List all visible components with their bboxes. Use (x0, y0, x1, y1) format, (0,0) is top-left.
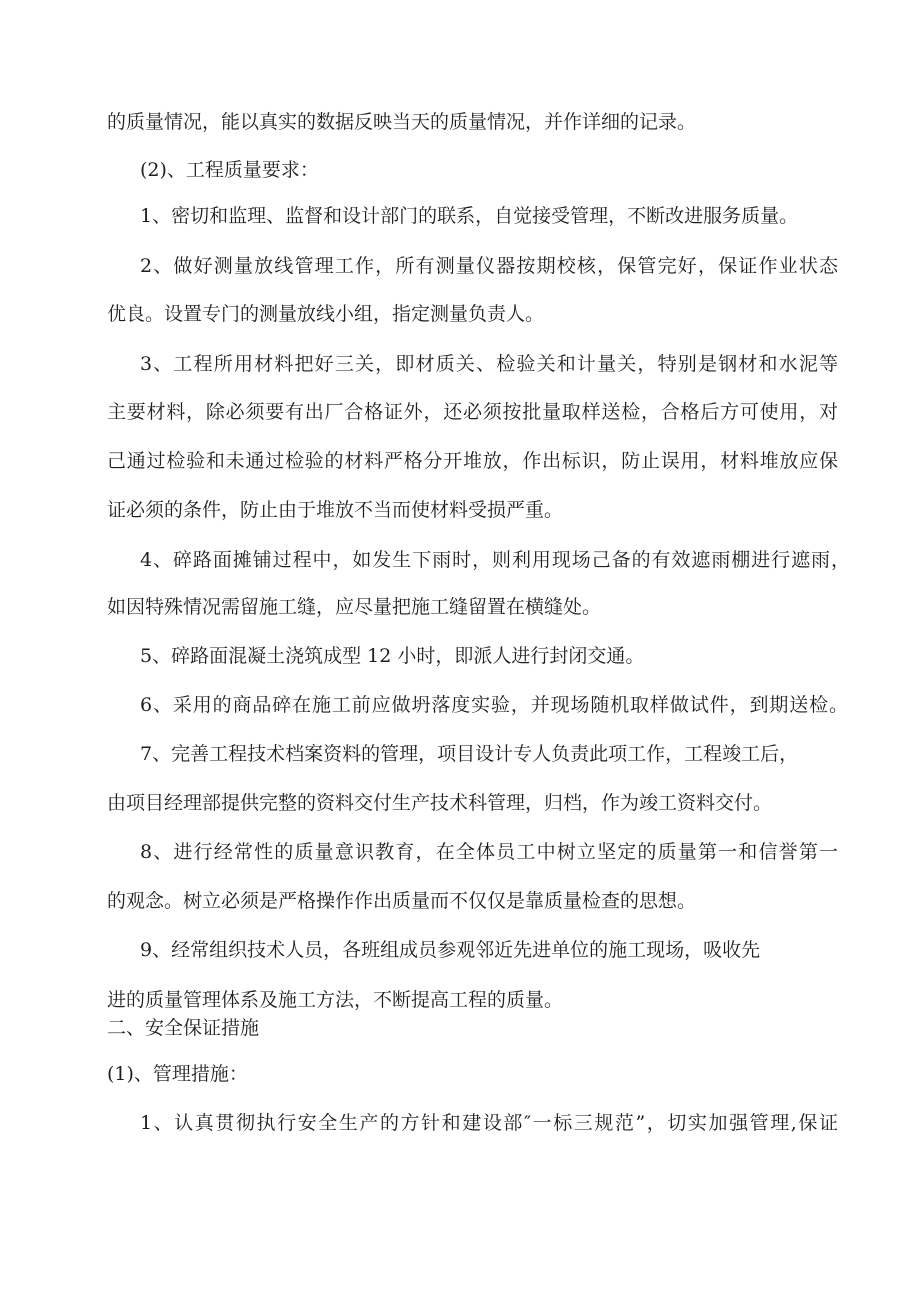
subheading-management-measures: (1)、管理措施： (107, 1063, 248, 1085)
text-line: 5、碎路面混凝土浇筑成型 12 小时，即派人进行封闭交通。 (140, 645, 645, 667)
text-line: 证必须的条件，防止由于堆放不当而使材料受损严重。 (107, 499, 564, 521)
text-line: 的观念。树立必须是严格操作作出质量而不仅仅是靠质量检查的思想。 (107, 890, 697, 912)
text-line: 优良。设置专门的测量放线小组，指定测量负责人。 (107, 303, 545, 325)
subheading-quality-requirements: (2)、工程质量要求： (140, 159, 319, 181)
text-line: 1、认真贯彻执行安全生产的方针和建设部″一标三规范”，切实加强管理,保证 (140, 1112, 838, 1134)
text-line: 己通过检验和未通过检验的材料严格分开堆放，作出标识，防止误用，材料堆放应保 (107, 450, 838, 472)
text-line: 6、采用的商品碎在施工前应做坍落度实验，并现场随机取样做试件，到期送检。 (140, 694, 848, 716)
text-line: 如因特殊情况需留施工缝，应尽量把施工缝留置在横缝处。 (107, 596, 602, 618)
text-line: 主要材料，除必须要有出厂合格证外，还必须按批量取样送检，合格后方可使用，对 (107, 401, 838, 423)
text-line: 的质量情况，能以真实的数据反映当天的质量情况，并作详细的记录。 (107, 111, 697, 133)
text-line: 进的质量管理体系及施工方法，不断提高工程的质量。 (107, 989, 564, 1011)
section-heading-safety: 二、安全保证措施 (107, 1017, 260, 1039)
text-line: 4、碎路面摊铺过程中，如发生下雨时，则利用现场己备的有效遮雨棚进行遮雨， (140, 549, 850, 571)
text-line: 1、密切和监理、监督和设计部门的联系，自觉接受管理，不断改进服务质量。 (140, 205, 799, 227)
text-line: 8、进行经常性的质量意识教育，在全体员工中树立坚定的质量第一和信誉第一 (140, 841, 838, 863)
text-line: 2、做好测量放线管理工作，所有测量仪器按期校核，保管完好，保证作业状态 (140, 255, 838, 277)
text-line: 9、经常组织技术人员，各班组成员参观邻近先进单位的施工现场，吸收先 (140, 939, 761, 961)
text-line: 由项目经理部提供完整的资料交付生产技术科管理，归档，作为竣工资料交付。 (107, 792, 773, 814)
text-line: 7、完善工程技术档案资料的管理，项目设计专人负责此项工作，工程竣工后， (140, 743, 799, 765)
text-line: 3、工程所用材料把好三关，即材质关、检验关和计量关，特别是钢材和水泥等 (140, 353, 838, 375)
